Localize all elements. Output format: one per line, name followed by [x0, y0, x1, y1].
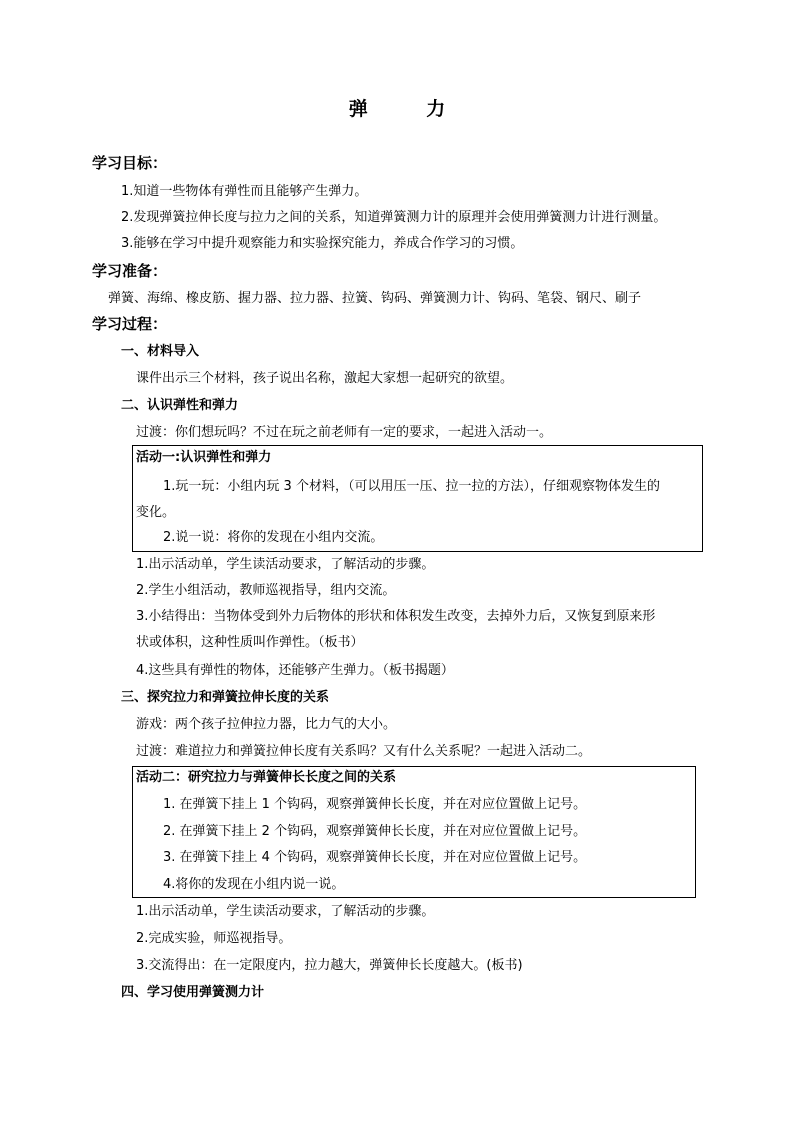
activity-two-title: 活动二：研究拉力与弹簧伸长长度之间的关系 — [136, 770, 397, 785]
section2-step-3: 3.小结得出：当物体受到外力后物体的形状和体积发生改变，去掉外力后，又恢复到原来形 — [136, 609, 656, 624]
section3-transition: 过渡：难道拉力和弹簧拉伸长度有关系吗？又有什么关系呢？一起进入活动二。 — [136, 744, 592, 759]
section4-heading: 四、学习使用弹簧测力计 — [121, 985, 265, 1000]
goal-item-2: 2.发现弹簧拉伸长度与拉力之间的关系，知道弹簧测力计的原理并会使用弹簧测力计进行测量。 — [121, 210, 667, 225]
section3-heading: 三、探究拉力和弹簧拉伸长度的关系 — [121, 690, 330, 705]
activity-one-title: 活动一:认识弹性和弹力 — [136, 450, 272, 465]
page-title: 弹 力 — [348, 98, 472, 120]
activity-one-step1-line2: 变化。 — [136, 505, 176, 520]
activity-one-step1-line1: 1.玩一玩：小组内玩 3 个材料，（可以用压一压、拉一拉的方法），仔细观察物体发生的 — [163, 479, 660, 494]
section3-step-3: 3.交流得出：在一定限度内，拉力越大，弹簧伸长长度越大。(板书) — [136, 958, 523, 973]
activity-two-step-4: 4.将你的发现在小组内说一说。 — [163, 877, 345, 892]
section2-heading: 二、认识弹性和弹力 — [121, 398, 239, 413]
activity-two-step-1: 1. 在弹簧下挂上 1 个钩码，观察弹簧伸长长度，并在对应位置做上记号。 — [163, 797, 587, 812]
process-heading: 学习过程： — [92, 315, 168, 333]
goal-item-3: 3.能够在学习中提升观察能力和实验探究能力，养成合作学习的习惯。 — [121, 236, 524, 251]
section1-text: 课件出示三个材料，孩子说出名称，激起大家想一起研究的欲望。 — [136, 371, 514, 386]
section2-step-4: 4.这些具有弹性的物体，还能够产生弹力。（板书揭题） — [136, 663, 454, 678]
section2-step-3-cont: 状或体积，这种性质叫作弹性。（板书） — [136, 635, 364, 650]
goals-heading: 学习目标： — [92, 154, 168, 172]
section2-step-2: 2.学生小组活动，教师巡视指导，组内交流。 — [136, 583, 396, 598]
activity-one-box — [132, 445, 703, 552]
goal-item-1: 1.知道一些物体有弹性而且能够产生弹力。 — [121, 184, 368, 199]
activity-one-step2: 2.说一说：将你的发现在小组内交流。 — [163, 530, 384, 545]
section1-heading: 一、材料导入 — [121, 344, 200, 359]
section2-transition: 过渡：你们想玩吗？不过在玩之前老师有一定的要求，一起进入活动一。 — [136, 425, 553, 440]
prep-heading: 学习准备： — [92, 262, 168, 280]
activity-two-step-3: 3. 在弹簧下挂上 4 个钩码，观察弹簧伸长长度，并在对应位置做上记号。 — [163, 850, 587, 865]
activity-two-step-2: 2. 在弹簧下挂上 2 个钩码，观察弹簧伸长长度，并在对应位置做上记号。 — [163, 824, 587, 839]
section3-game: 游戏：两个孩子拉伸拉力器，比力气的大小。 — [136, 717, 397, 732]
section3-step-1: 1.出示活动单，学生读活动要求，了解活动的步骤。 — [136, 904, 435, 919]
section3-step-2: 2.完成实验，师巡视指导。 — [136, 931, 292, 946]
section2-step-1: 1.出示活动单，学生读活动要求，了解活动的步骤。 — [136, 557, 435, 572]
activity-two-box — [132, 766, 696, 898]
prep-materials: 弹簧、海绵、橡皮筋、握力器、拉力器、拉簧、钩码、弹簧测力计、钩码、笔袋、钢尺、刷子 — [108, 291, 642, 306]
